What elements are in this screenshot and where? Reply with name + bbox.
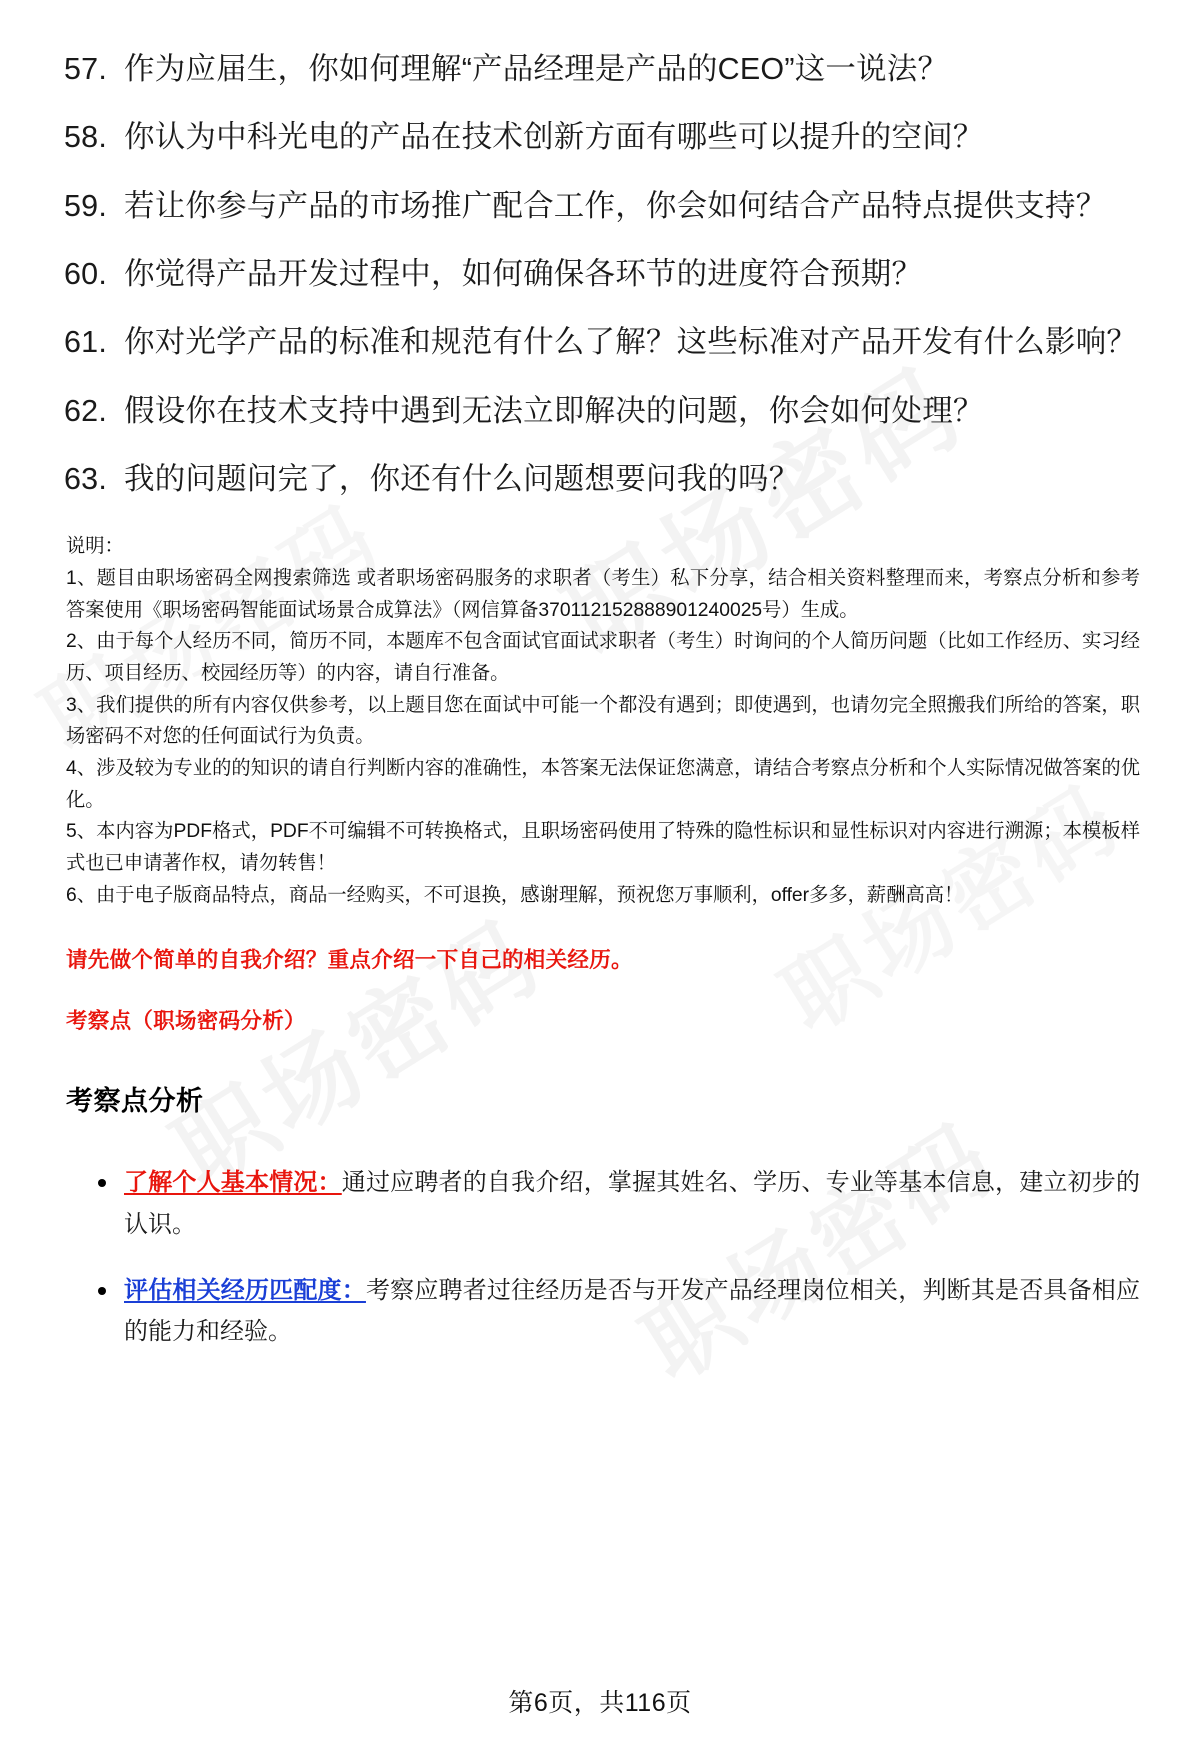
question-number: 63.	[64, 462, 107, 497]
question-item	[60, 114, 1140, 160]
question-text: 假设你在技术支持中遇到无法立即解决的问题，你会如何处理？	[124, 393, 984, 428]
page-footer: 第6页，共116页	[508, 1689, 692, 1717]
question-text: 作为应届生，你如何理解“产品经理是产品的CEO”这一说法？	[124, 52, 949, 86]
question-number: 60.	[64, 257, 107, 292]
question-number: 61.	[64, 325, 107, 360]
question-text: 若让你参与产品的市场推广配合工作，你会如何结合产品特点提供支持？	[124, 188, 1107, 223]
question-text: 你对光学产品的标准和规范有什么了解？这些标准对产品开发有什么影响？	[124, 325, 1138, 360]
analysis-point-lead: 评估相关经历匹配度：	[124, 1276, 366, 1304]
question-text: 你认为中科光电的产品在技术创新方面有哪些可以提升的空间？	[124, 120, 984, 155]
analysis-point	[94, 1162, 1140, 1246]
analysis-point-body: 考察应聘者过往经历是否与开发产品经理岗位相关，判断其是否具备相应的能力和经验。	[124, 1276, 1140, 1346]
note-item: 2、由于每个人经历不同，简历不同，本题库不包含面试官面试求职者（考生）时询问的个人简历问题（比如工作经历、实习经历、项目经历、校园经历等）的内容，请自行准备。	[66, 631, 1140, 685]
note-item: 4、涉及较为专业的的知识的请自行判断内容的准确性，本答案无法保证您满意，请结合考察点分析和个人实际情况做答案的优化。	[66, 758, 1140, 811]
question-item	[60, 456, 1140, 502]
question-number: 62.	[64, 393, 107, 428]
analysis-point	[94, 1270, 1140, 1354]
analysis-point-lead: 了解个人基本情况：	[124, 1169, 342, 1197]
question-text: 我的问题问完了，你还有什么问题想要问我的吗？	[124, 462, 800, 497]
prompt-question: 请先做个简单的自我介绍？重点介绍一下自己的相关经历。	[66, 948, 633, 973]
question-item	[60, 388, 1140, 434]
note-item: 1、题目由职场密码全网搜索筛选 或者职场密码服务的求职者（考生）私下分享，结合相关资料整理而来，考察点分析和参考答案使用《职场密码智能面试场景合成算法》（网信算备370112152888901240025号）生成。	[66, 568, 1140, 621]
question-list	[60, 46, 1140, 503]
question-number: 57.	[64, 52, 107, 86]
note-item: 6、由于电子版商品特点，商品一经购买，不可退换，感谢理解，预祝您万事顺利，offer多多，薪酬高高！	[66, 884, 964, 906]
analysis-point-body: 通过应聘者的自我介绍，掌握其姓名、学历、专业等基本信息，建立初步的认识。	[124, 1169, 1141, 1238]
notes-block	[60, 531, 1140, 912]
analysis-heading: 考察点分析	[66, 1086, 204, 1117]
question-item	[60, 251, 1140, 297]
question-number: 58.	[64, 120, 107, 155]
note-item: 5、本内容为PDF格式，PDF不可编辑不可转换格式，且职场密码使用了特殊的隐性标识和显性标识对内容进行溯源；本模板样式也已申请著作权，请勿转售！	[66, 821, 1140, 874]
question-text: 你觉得产品开发过程中，如何确保各环节的进度符合预期？	[124, 257, 923, 292]
question-item	[60, 319, 1140, 365]
page-content	[60, 46, 1140, 1353]
analysis-point-list	[60, 1162, 1140, 1353]
question-item	[60, 46, 1140, 92]
note-item: 3、我们提供的所有内容仅供参考，以上题目您在面试中可能一个都没有遇到；即使遇到，也请勿完全照搬我们所给的答案，职场密码不对您的任何面试行为负责。	[66, 694, 1140, 748]
notes-title: 说明：	[66, 535, 124, 557]
question-number: 59.	[64, 188, 107, 223]
analysis-label: 考察点（职场密码分析）	[66, 1009, 306, 1034]
question-item	[60, 183, 1140, 229]
